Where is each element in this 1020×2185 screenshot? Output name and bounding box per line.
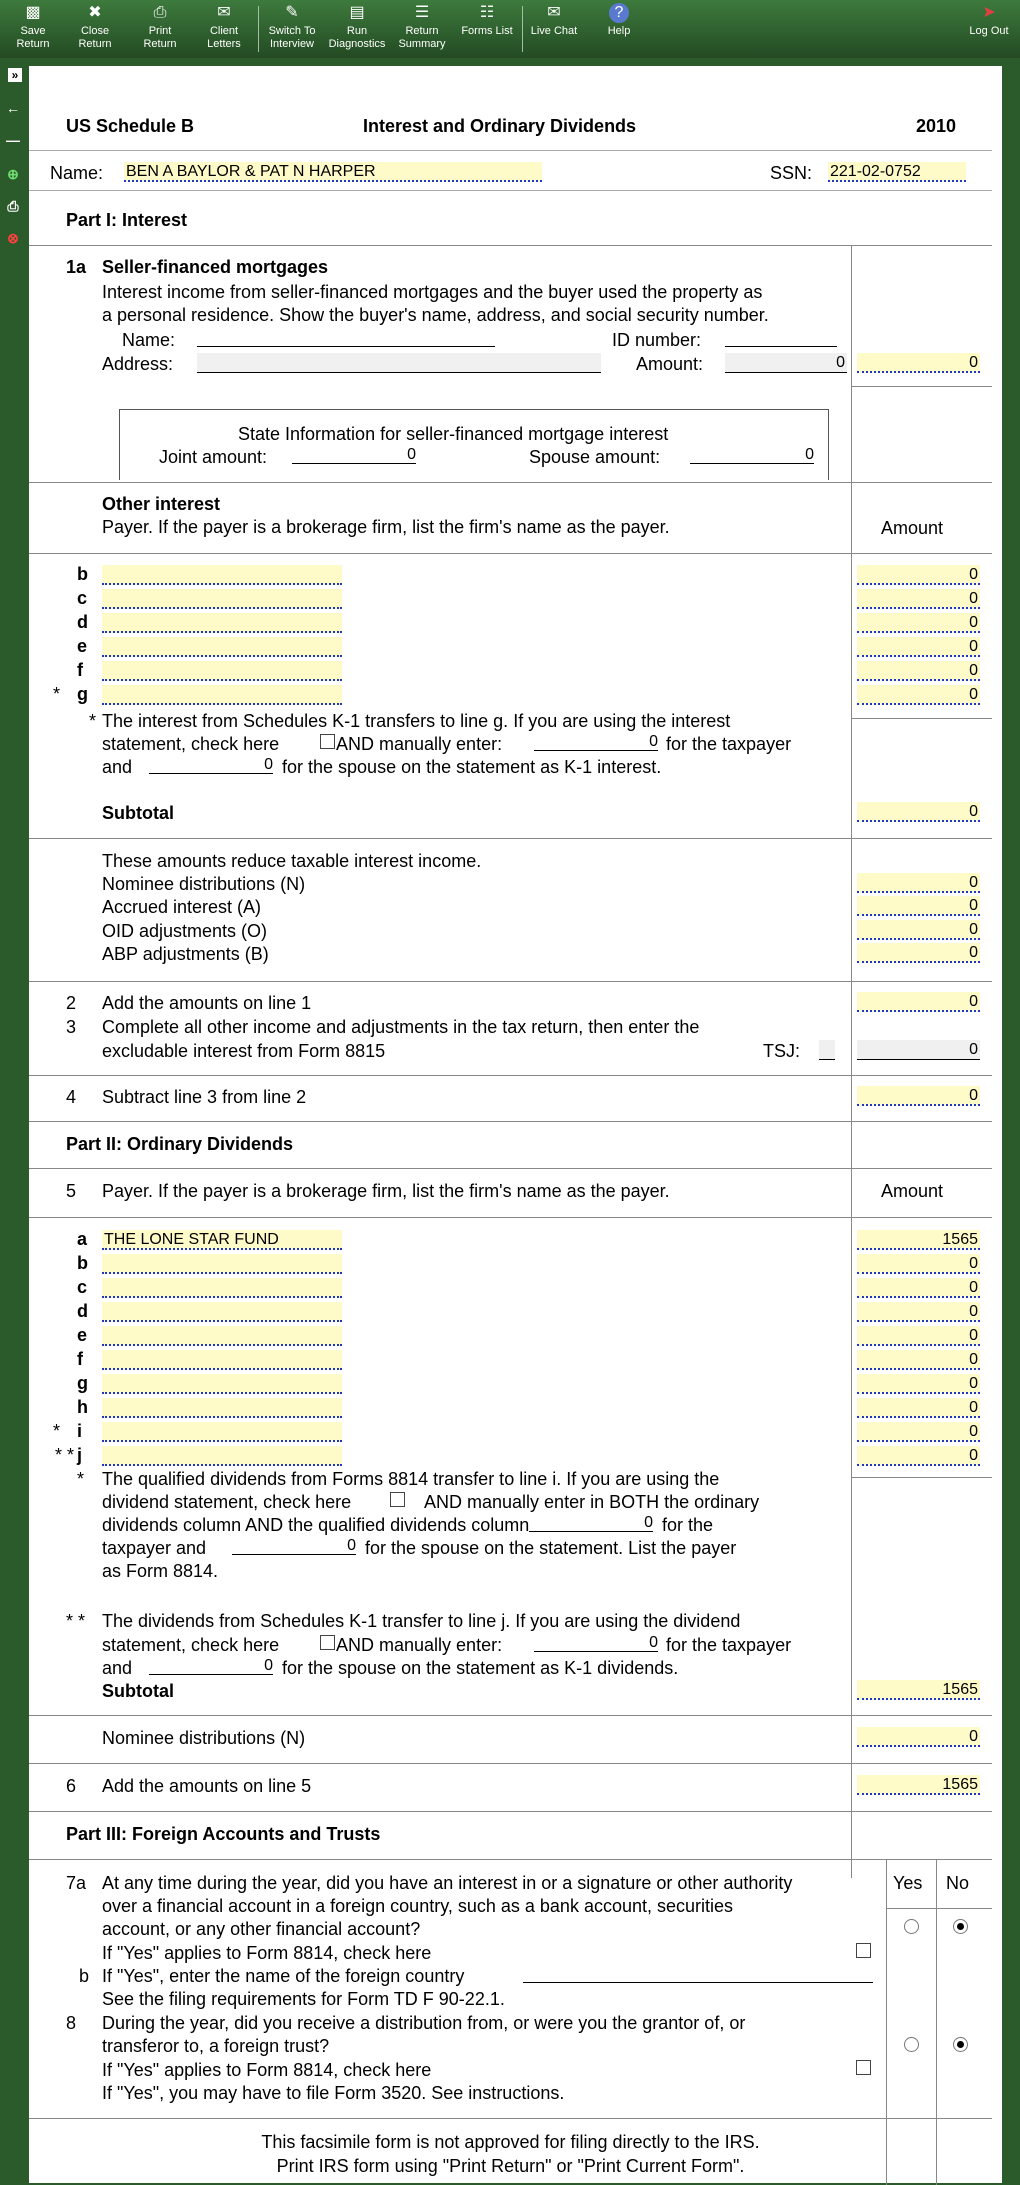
k1-dividend-star: * * [66, 1611, 86, 1631]
dividend-line-letter: h [77, 1397, 88, 1417]
buyer-amount-field[interactable]: 0 [725, 353, 847, 373]
spouse-amount-label: Spouse amount: [529, 447, 661, 467]
form-title: Interest and Ordinary Dividends [363, 116, 637, 136]
line-8-8814-checkbox[interactable] [856, 2060, 871, 2075]
k1-dividend-note-text: AND manually enter: [336, 1635, 503, 1655]
other-interest-title: Other interest [102, 494, 221, 514]
divider [29, 1811, 992, 1812]
interest-line-payer-field[interactable] [102, 637, 342, 657]
divider [29, 553, 992, 554]
line-7a-text: over a financial account in a foreign country, such as a bank account, securities [102, 1896, 734, 1916]
buyer-name-label: Name: [122, 330, 176, 350]
tsj-label: TSJ: [763, 1041, 801, 1061]
divider [29, 1859, 992, 1860]
buyer-id-field[interactable] [725, 329, 837, 347]
k1-interest-checkbox[interactable] [320, 734, 335, 749]
divider [29, 1168, 992, 1169]
line-7b-text: If "Yes", enter the name of the foreign country [102, 1966, 465, 1986]
printer-icon[interactable]: ⎙ [7, 198, 19, 214]
abp-adjustments-amount[interactable]: 0 [857, 943, 980, 963]
list-icon: ☷ [479, 4, 495, 21]
line-2-number: 2 [66, 993, 77, 1013]
divider [29, 838, 992, 839]
sidebar [0, 58, 28, 2183]
qualified-note-text: dividend statement, check here [102, 1492, 352, 1512]
interest-line-amount-field[interactable]: 0 [857, 613, 980, 633]
buyer-amount-label: Amount: [636, 354, 704, 374]
accrued-interest-amount[interactable]: 0 [857, 896, 980, 916]
k1-spouse-amount-field[interactable]: 0 [149, 756, 273, 774]
k1-dividend-note-text: and [102, 1658, 133, 1678]
interest-line-payer-field[interactable] [102, 565, 342, 585]
k1-note-text: statement, check here [102, 734, 280, 754]
line-2-text: Add the amounts on line 1 [102, 993, 312, 1013]
part2-title: Part II: Ordinary Dividends [66, 1134, 294, 1154]
help-icon: ? [609, 3, 629, 23]
qualified-note-text: as Form 8814. [102, 1561, 219, 1581]
line-8-number: 8 [66, 2013, 77, 2033]
dividend-line-payer-field[interactable] [102, 1350, 342, 1370]
buyer-name-field[interactable] [197, 329, 495, 347]
qualified-note-text: AND manually enter in BOTH the ordinary [424, 1492, 760, 1512]
line-8-yes-radio[interactable] [904, 2037, 919, 2052]
dividend-line-letter: e [77, 1325, 88, 1345]
line-1a-title: Seller-financed mortgages [102, 257, 329, 277]
line-5-text: Payer. If the payer is a brokerage firm, list the firm's name as the payer. [102, 1181, 670, 1201]
qualified-note-text: The qualified dividends from Forms 8814 transfer to line i. If you are using the [102, 1469, 720, 1489]
interest-line-letter: c [77, 588, 88, 608]
tax-year: 2010 [916, 116, 957, 136]
amount-header: Amount [881, 1181, 944, 1201]
line-2-amount[interactable]: 0 [857, 992, 980, 1012]
line-3-text: Complete all other income and adjustments in the tax return, then enter the [102, 1017, 700, 1037]
line-7a-number: 7a [66, 1873, 87, 1893]
dividend-line-amount-field[interactable]: 0 [857, 1278, 980, 1298]
line-7a-yes-radio[interactable] [904, 1919, 919, 1934]
divider [29, 2118, 992, 2119]
taxpayer-name-field[interactable]: BEN A BAYLOR & PAT N HARPER [124, 162, 542, 182]
k1-star: * [89, 711, 97, 731]
footer-note: Print IRS form using "Print Return" or "Print Current Form". [276, 2156, 745, 2176]
other-interest-text: Payer. If the payer is a brokerage firm, list the firm's name as the payer. [102, 517, 670, 537]
diagnostics-icon: ▤ [349, 4, 365, 21]
print-return-button[interactable]: ⎙ Print Return [143, 4, 177, 50]
foreign-country-field[interactable] [523, 1965, 873, 1983]
minus-icon[interactable]: — [6, 132, 20, 148]
interest-line-amount-field[interactable]: 0 [857, 685, 980, 705]
dividend-line-payer-field[interactable] [102, 1278, 342, 1298]
divider [29, 1217, 992, 1218]
line-3-number: 3 [66, 1017, 77, 1037]
k1-dividend-note-text: statement, check here [102, 1635, 280, 1655]
dividend-line-letter: c [77, 1277, 88, 1297]
amount-header: Amount [881, 518, 944, 538]
close-return-button[interactable]: ✖ Close Return [78, 4, 112, 50]
line-7b-text: See the filing requirements for Form TD F 90-22.1. [102, 1989, 505, 2009]
divider [851, 718, 992, 719]
dividend-line-amount-field[interactable]: 0 [857, 1326, 980, 1346]
dividend-line-letter: b [77, 1253, 88, 1273]
subtotal-label: Subtotal [102, 803, 174, 823]
k1-dividends-checkbox[interactable] [320, 1635, 335, 1650]
yes-header: Yes [893, 1873, 923, 1893]
k1-dividend-note-text: for the taxpayer [666, 1635, 792, 1655]
line-1a-text: Interest income from seller-financed mortgages and the buyer used the property as [102, 282, 763, 302]
dividend-line-payer-field[interactable] [102, 1446, 342, 1466]
state-info-title: State Information for seller-financed mortgage interest [238, 424, 669, 444]
client-letters-button[interactable]: ✉ Client Letters [207, 4, 241, 50]
dividend-line-amount-field[interactable]: 0 [857, 1374, 980, 1394]
divider [886, 1908, 992, 1909]
line-7b-number: b [79, 1966, 90, 1986]
no-header: No [946, 1873, 970, 1893]
chat-icon: ✉ [547, 4, 561, 21]
interest-line-payer-field[interactable] [102, 589, 342, 609]
ssn-field[interactable]: 221-02-0752 [828, 162, 966, 182]
nominee-label: Nominee distributions (N) [102, 874, 306, 894]
oid-adjustments-label: OID adjustments (O) [102, 921, 268, 941]
divider [29, 245, 992, 246]
dividend-line-amount-field[interactable]: 0 [857, 1254, 980, 1274]
interest-line-amount-field[interactable]: 0 [857, 565, 980, 585]
interest-subtotal[interactable]: 0 [857, 802, 980, 822]
qualified-note-text: for the spouse on the statement. List the payer [365, 1538, 737, 1558]
dividends-subtotal[interactable]: 1565 [857, 1680, 980, 1700]
line-7a-text: If "Yes" applies to Form 8814, check here [102, 1943, 432, 1963]
interview-icon: ✎ [285, 4, 299, 21]
divider [851, 386, 992, 387]
buyer-id-label: ID number: [612, 330, 702, 350]
divider [29, 981, 992, 982]
line-8-no-radio[interactable] [953, 2037, 968, 2052]
joint-amount-label: Joint amount: [159, 447, 268, 467]
dividend-line-payer-field[interactable] [102, 1302, 342, 1322]
schedule-name: US Schedule B [66, 116, 195, 136]
k1-note-text: for the spouse on the statement as K-1 interest. [282, 757, 662, 777]
qualified-note-text: for the [662, 1515, 714, 1535]
line-6-text: Add the amounts on line 5 [102, 1776, 312, 1796]
interest-line-star: * [53, 684, 61, 704]
k1-taxpayer-amount-field[interactable]: 0 [534, 733, 658, 751]
dividend-nominee-amount[interactable]: 0 [857, 1727, 980, 1747]
line-4-text: Subtract line 3 from line 2 [102, 1087, 307, 1107]
interest-line-amount-field[interactable]: 0 [857, 589, 980, 609]
footer-note: This facsimile form is not approved for filing directly to the IRS. [261, 2132, 760, 2152]
interest-line-payer-field[interactable] [102, 661, 342, 681]
divider [29, 482, 992, 483]
accrued-interest-label: Accrued interest (A) [102, 897, 262, 917]
logout-icon: ➤ [982, 4, 996, 21]
delete-icon[interactable]: ⊗ [7, 230, 19, 246]
close-doc-icon: ✖ [88, 4, 102, 21]
schedule-b-form [29, 66, 1002, 2183]
interest-line-payer-field[interactable] [102, 613, 342, 633]
line-4-amount[interactable]: 0 [857, 1086, 980, 1106]
envelope-icon: ✉ [217, 4, 231, 21]
k1-dividend-taxpayer-amount-field[interactable]: 0 [534, 1634, 658, 1652]
qualified-note-text: taxpayer and [102, 1538, 207, 1558]
line-8-text: If "Yes", you may have to file Form 3520. See instructions. [102, 2083, 565, 2103]
line-1a-number: 1a [66, 257, 87, 277]
divider [851, 1477, 992, 1478]
ssn-label: SSN: [770, 163, 813, 183]
amount-column-divider [851, 1168, 852, 1878]
help-button[interactable]: ? Help [607, 4, 631, 37]
k1-dividend-spouse-amount-field[interactable]: 0 [149, 1657, 273, 1675]
part3-title: Part III: Foreign Accounts and Trusts [66, 1824, 381, 1844]
line-3-amount[interactable]: 0 [857, 1040, 980, 1060]
switch-to-interview-button[interactable]: ✎ Switch To Interview [268, 4, 316, 50]
dividend-line-amount-field[interactable]: 0 [857, 1398, 980, 1418]
divider [29, 1121, 992, 1122]
dividend-line-amount-field[interactable]: 1565 [857, 1230, 980, 1250]
qualified-note-text: dividends column AND the qualified dividends column [102, 1515, 530, 1535]
divider [29, 1715, 992, 1716]
arrow-left-icon[interactable]: ← [6, 100, 20, 116]
clipboard-icon: ☰ [414, 4, 430, 21]
line-8-text: During the year, did you receive a distribution from, or were you the grantor of, or [102, 2013, 746, 2033]
dividend-line-payer-field[interactable] [102, 1422, 342, 1442]
interest-line-letter: f [77, 660, 83, 680]
toolbar [0, 0, 1020, 58]
dividend-line-payer-field[interactable] [102, 1326, 342, 1346]
dividend-line-payer-field[interactable]: THE LONE STAR FUND [102, 1230, 342, 1250]
line-5-number: 5 [66, 1181, 77, 1201]
dividend-line-letter: a [77, 1229, 88, 1249]
dividend-line-letter: j [77, 1445, 83, 1465]
line-4-number: 4 [66, 1087, 77, 1107]
line-7a-8814-checkbox[interactable] [856, 1943, 871, 1958]
divider [29, 190, 992, 191]
k1-dividend-note-text: for the spouse on the statement as K-1 dividends. [282, 1658, 679, 1678]
save-return-button[interactable]: ▩ Save Return [16, 4, 50, 50]
dividend-line-letter: d [77, 1301, 88, 1321]
dividend-line-payer-field[interactable] [102, 1254, 342, 1274]
forms-list-button[interactable]: ☷ Forms List [461, 4, 513, 37]
expand-icon[interactable]: » [8, 68, 22, 82]
buyer-address-label: Address: [102, 354, 174, 374]
joint-amount-field[interactable]: 0 [292, 446, 416, 464]
k1-dividend-note-text: The dividends from Schedules K-1 transfer to line j. If you are using the dividend [102, 1611, 741, 1631]
line-6-amount[interactable]: 1565 [857, 1775, 980, 1795]
dividend-line-amount-field[interactable]: 0 [857, 1446, 980, 1466]
subtotal-label: Subtotal [102, 1681, 174, 1701]
dividend-line-amount-field[interactable]: 0 [857, 1350, 980, 1370]
qualified-spouse-amount-field[interactable]: 0 [232, 1537, 356, 1555]
spouse-amount-field[interactable]: 0 [690, 446, 814, 464]
line-1a-amount[interactable]: 0 [857, 353, 980, 373]
line-3-text: excludable interest from Form 8815 [102, 1041, 386, 1061]
tsj-field[interactable] [819, 1040, 835, 1060]
k1-note-text: The interest from Schedules K-1 transfers to line g. If you are using the interest [102, 711, 731, 731]
dividend-line-star: * [53, 1421, 61, 1441]
oid-adjustments-amount[interactable]: 0 [857, 920, 980, 940]
live-chat-button[interactable]: ✉ Live Chat [530, 4, 578, 37]
interest-line-letter: g [77, 684, 88, 704]
plus-circle-icon[interactable]: ⊕ [7, 166, 19, 182]
nominee-label: Nominee distributions (N) [102, 1728, 306, 1748]
line-8-text: transferor to, a foreign trust? [102, 2036, 330, 2056]
interest-line-amount-field[interactable]: 0 [857, 661, 980, 681]
dividend-line-payer-field[interactable] [102, 1374, 342, 1394]
k1-note-text: AND manually enter: [336, 734, 503, 754]
qualified-dividends-checkbox[interactable] [390, 1492, 405, 1507]
dividend-line-letter: i [77, 1421, 83, 1441]
line-7a-text: At any time during the year, did you have an interest in or a signature or other authority [102, 1873, 793, 1893]
line-7a-no-radio[interactable] [953, 1919, 968, 1934]
qualified-star: * [77, 1469, 85, 1489]
interest-line-amount-field[interactable]: 0 [857, 637, 980, 657]
log-out-button[interactable]: ➤ Log Out [969, 4, 1009, 37]
dividend-line-star: * * [55, 1445, 75, 1465]
interest-line-letter: d [77, 612, 88, 632]
floppy-icon: ▩ [25, 4, 41, 21]
interest-line-payer-field[interactable] [102, 685, 342, 705]
dividend-line-letter: f [77, 1349, 83, 1369]
line-7a-text: account, or any other financial account? [102, 1919, 421, 1939]
k1-note-text: for the taxpayer [666, 734, 792, 754]
printer-icon: ⎙ [153, 4, 167, 21]
return-summary-button[interactable]: ☰ Return Summary [398, 4, 446, 50]
name-label: Name: [50, 163, 104, 183]
interest-line-letter: e [77, 636, 88, 656]
part1-title: Part I: Interest [66, 210, 188, 230]
interest-line-letter: b [77, 564, 88, 584]
divider [29, 150, 992, 151]
abp-adjustments-label: ABP adjustments (B) [102, 944, 269, 964]
run-diagnostics-button[interactable]: ▤ Run Diagnostics [328, 4, 386, 50]
k1-note-text: and [102, 757, 133, 777]
nominee-amount[interactable]: 0 [857, 873, 980, 893]
divider [29, 1075, 992, 1076]
dividend-line-amount-field[interactable]: 0 [857, 1302, 980, 1322]
line-1a-text: a personal residence. Show the buyer's name, address, and social security number. [102, 305, 769, 325]
divider [29, 1763, 992, 1764]
qualified-column-amount-field[interactable]: 0 [529, 1514, 653, 1532]
buyer-address-field[interactable] [197, 353, 601, 373]
dividend-line-amount-field[interactable]: 0 [857, 1422, 980, 1442]
line-8-text: If "Yes" applies to Form 8814, check here [102, 2060, 432, 2080]
dividend-line-payer-field[interactable] [102, 1398, 342, 1418]
reduce-text: These amounts reduce taxable interest income. [102, 851, 482, 871]
dividend-line-letter: g [77, 1373, 88, 1393]
line-6-number: 6 [66, 1776, 77, 1796]
